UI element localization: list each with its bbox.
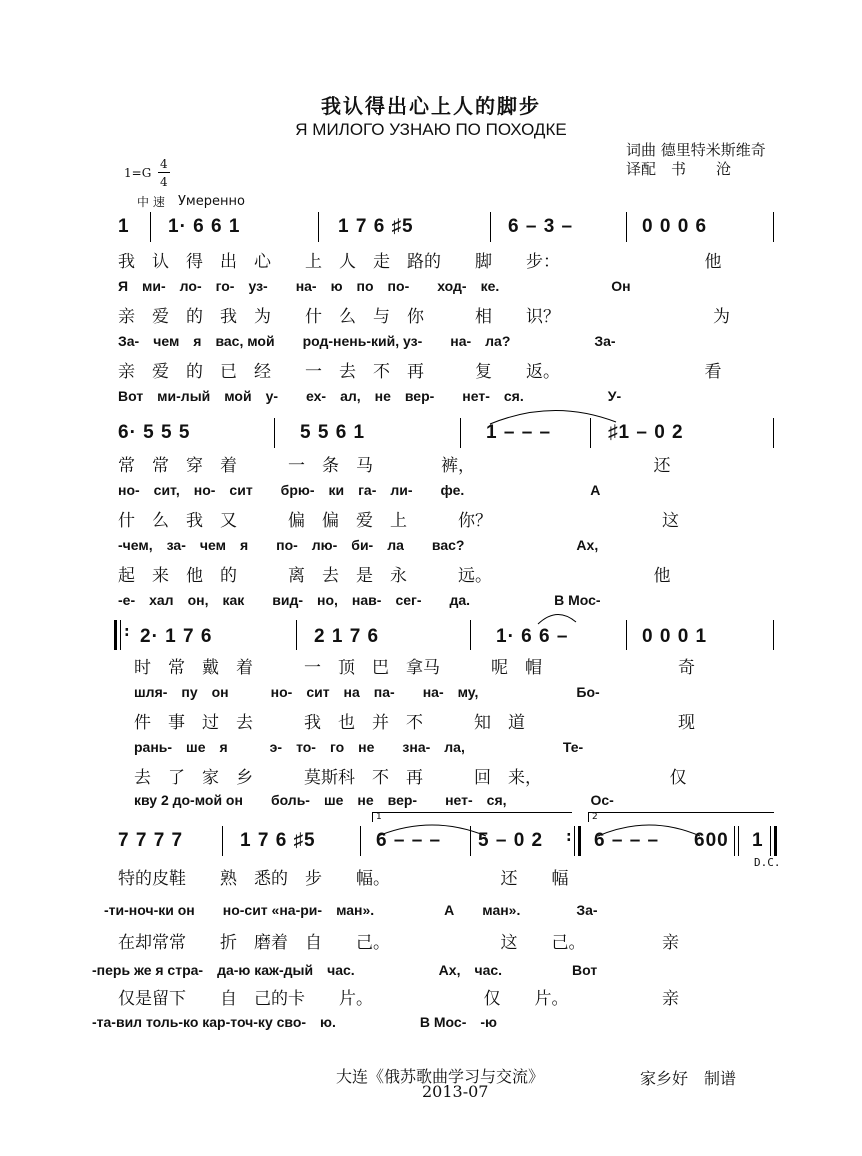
key-signature: 1=G <box>124 166 152 180</box>
measure-notes: 6 – – – <box>376 830 442 851</box>
lyric-line-ru: Вот ми-лый мой у- ех- ал, не вер- нет- ся. У- <box>118 388 622 404</box>
measure-notes: ♯1 – 0 2 <box>608 422 684 443</box>
lyric-line-cn: 去 了 家 乡 莫斯科 不 再 回 来， 仅 <box>134 768 687 788</box>
barline <box>274 418 275 448</box>
lyric-line-ru: За- чем я вас, мой род-нень-кий, уз- на- ла? За- <box>118 333 616 349</box>
barline <box>626 212 627 242</box>
repeat-dots: : <box>566 829 572 845</box>
measure-notes: 1 7 6 ♯5 <box>240 830 316 851</box>
lyric-line-cn: 起 来 他 的 离 去 是 永 远。 他 <box>118 566 671 586</box>
tempo-chinese: 中 速 <box>137 195 165 209</box>
lyric-line-ru: но- сит, но- сит брю- ки га- ли- фе. А <box>118 482 601 498</box>
lyric-line-ru: -та-вил толь-ко кар-точ-ку сво- ю. В Мос- -ю <box>92 1014 497 1030</box>
lyric-line-cn: 时 常 戴 着 一 顶 巴 拿马 呢 帽 奇 <box>134 658 695 678</box>
volta-bracket-2 <box>588 812 774 813</box>
measure-notes: 600 <box>694 830 729 851</box>
lyric-line-ru: -чем, за- чем я по- лю- би- ла вас? Ах, <box>118 537 599 553</box>
final-bar-thick <box>774 826 777 856</box>
final-bar-thin <box>770 826 771 856</box>
translator-credit: 译配 书 沧 <box>626 160 732 178</box>
barline <box>360 826 361 856</box>
date: 2013-07 <box>422 1082 489 1101</box>
lyric-line-cn: 在却常常 折 磨着 自 己。 这 己。 亲 <box>118 933 679 953</box>
lyric-line-ru: -е- хал он, как вид- но, нав- сег- да. В Мос- <box>118 592 601 608</box>
time-signature-top: 4 <box>160 157 168 171</box>
measure-notes: 7 7 7 7 <box>118 830 184 851</box>
barline <box>626 620 627 650</box>
measure-notes: 5 – 0 2 <box>478 830 544 851</box>
barline <box>296 620 297 650</box>
tie-arc <box>534 608 580 628</box>
composer-credit: 词曲 德里特米斯维奇 <box>626 141 766 159</box>
lyric-line-cn: 我 认 得 出 心 上 人 走 路的 脚 步： 他 <box>118 252 722 272</box>
lyric-line-cn: 常 常 穿 着 一 条 马 裤， 还 <box>118 456 671 476</box>
song-title-russian: Я МИЛОГО УЗНАЮ ПО ПОХОДКЕ <box>295 120 567 139</box>
source-credit: 大连《俄苏歌曲学习与交流》 <box>336 1067 545 1086</box>
measure-notes: 2 1 7 6 <box>314 626 380 647</box>
measure-notes: 2· 1 7 6 <box>140 626 213 647</box>
lyric-line-cn: 亲 爱 的 已 经 一 去 不 再 复 返。 看 <box>118 362 722 382</box>
repeat-end-thick <box>578 826 581 856</box>
time-signature-divider <box>158 172 170 173</box>
barline <box>773 212 774 242</box>
measure-notes: 1 <box>118 216 130 237</box>
measure-notes: 6· 5 5 5 <box>118 422 191 443</box>
time-signature-bottom: 4 <box>160 175 168 189</box>
lyric-line-cn: 件 事 过 去 我 也 并 不 知 道 现 <box>134 713 695 733</box>
barline <box>460 418 461 448</box>
barline <box>470 620 471 650</box>
measure-notes: 1 – – – <box>486 422 552 443</box>
barline <box>773 620 774 650</box>
measure-notes: 6 – 3 – <box>508 216 574 237</box>
volta-number: 2 <box>592 812 598 822</box>
barline <box>222 826 223 856</box>
measure-notes: 1· 6 6 – <box>496 626 569 647</box>
measure-notes: 1 <box>752 830 764 851</box>
repeat-dots: : <box>124 624 130 640</box>
song-title-chinese: 我认得出心上人的脚步 <box>321 94 541 118</box>
lyric-line-ru: Я ми- ло- го- уз- на- ю по по- ход- ке. Он <box>118 278 631 294</box>
volta-bracket-2-hook <box>588 812 589 822</box>
barline <box>773 418 774 448</box>
lyric-line-cn: 什 么 我 又 偏 偏 爱 上 你？ 这 <box>118 511 679 531</box>
measure-notes: 5 5 6 1 <box>300 422 366 443</box>
notation-maker: 家乡好 制谱 <box>640 1069 737 1088</box>
lyric-line-ru: кву 2 до-мой он боль- ше не вер- нет- ся, Ос- <box>134 792 614 808</box>
measure-notes: 0 0 0 6 <box>642 216 708 237</box>
repeat-start-thin <box>120 620 121 650</box>
measure-notes: 1· 6 6 1 <box>168 216 241 237</box>
barline <box>490 212 491 242</box>
volta-number: 1 <box>376 812 382 822</box>
repeat-end-thin <box>574 826 575 856</box>
lyric-line-cn: 亲 爱 的 我 为 什 么 与 你 相 识？ 为 <box>118 307 730 327</box>
lyric-line-cn: 仅是留下 自 己的卡 片。 仅 片。 亲 <box>118 989 679 1009</box>
tempo-russian: Умеренно <box>178 194 245 209</box>
lyric-line-ru: шля- пу он но- сит на па- на- му, Бо- <box>134 684 600 700</box>
barline <box>734 826 735 856</box>
lyric-line-ru: -перь же я стра- да-ю каж-дый час. Ах, час. Вот <box>92 962 598 978</box>
lyric-line-ru: -ти-ноч-ки он но-сит «на-ри- ман». А ман». За- <box>104 902 598 918</box>
repeat-start-thick <box>114 620 117 650</box>
barline <box>738 826 739 856</box>
volta-bracket-1-hook <box>372 812 373 822</box>
lyric-line-cn: 特的皮鞋 熟 悉的 步 幅。 还 幅 <box>118 869 569 889</box>
volta-bracket-1 <box>372 812 572 813</box>
barline <box>318 212 319 242</box>
measure-notes: 0 0 0 1 <box>642 626 708 647</box>
lyric-line-ru: рань- ше я э- то- го не зна- ла, Те- <box>134 739 584 755</box>
measure-notes: 6 – – – <box>594 830 660 851</box>
barline <box>150 212 151 242</box>
da-capo-marking: D.C. <box>754 856 781 869</box>
measure-notes: 1 7 6 ♯5 <box>338 216 414 237</box>
